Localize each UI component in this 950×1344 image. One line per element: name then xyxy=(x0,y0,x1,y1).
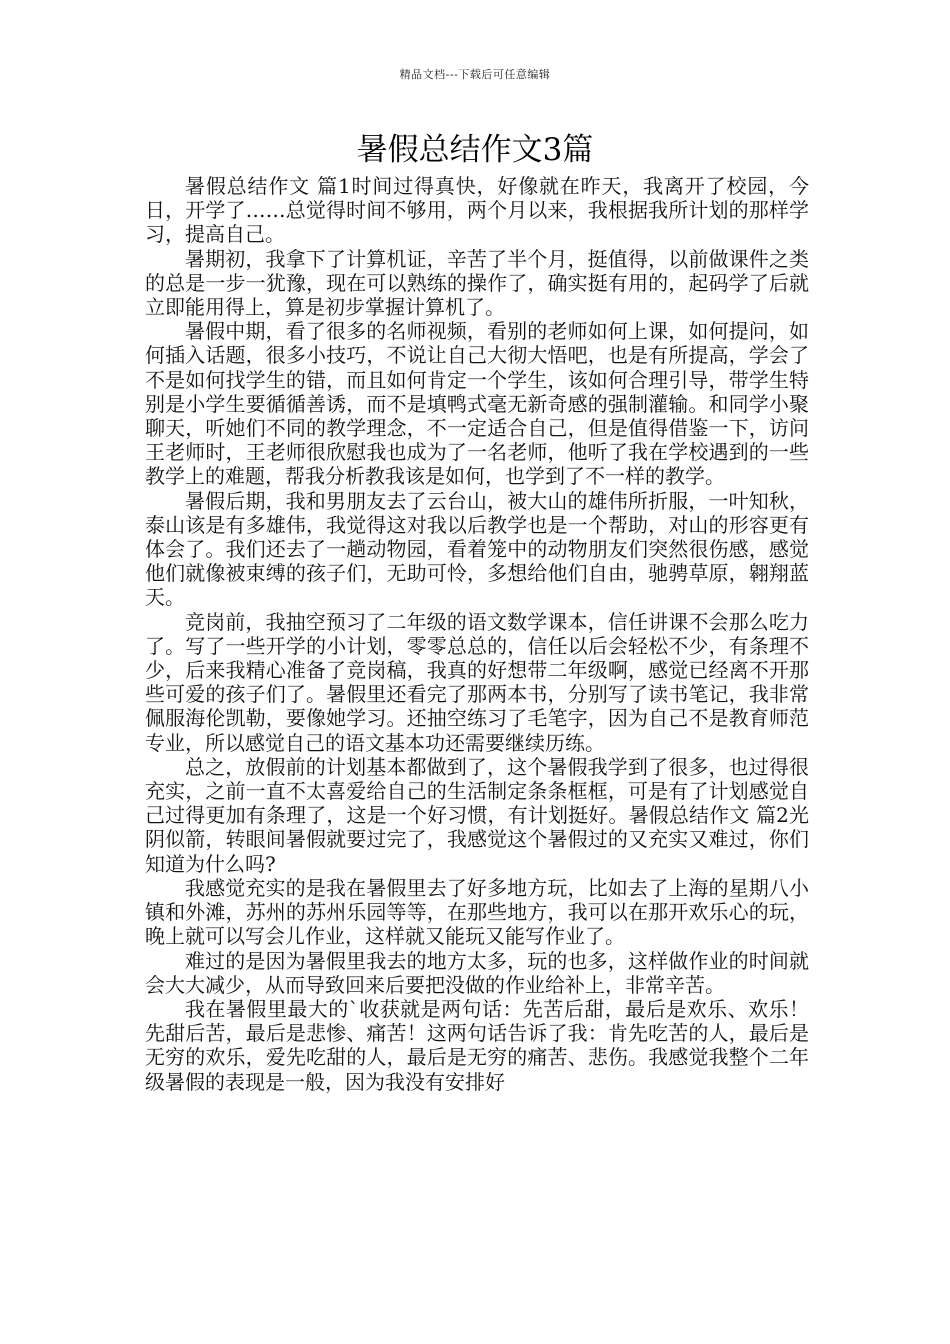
document-title: 暑假总结作文3篇 xyxy=(356,132,594,168)
paragraph: 总之，放假前的计划基本都做到了，这个暑假我学到了很多，也过得很充实，之前一直不太喜爱给自己的生活制定条条框框，可是有了计划感觉自己过得更加有条理了，这是一个好习惯，有计划挺好。暑假总结作文 篇2光阴似箭，转眼间暑假就要过完了，我感觉这个暑假过的又充实又难过，你们知道为什么吗? xyxy=(145,754,809,876)
paragraph: 暑假总结作文 篇1时间过得真快，好像就在昨天，我离开了校园，今日，开学了……总觉得时间不够用，两个月以来，我根据我所计划的那样学习，提高自己。 xyxy=(145,174,809,247)
paragraph: 我感觉充实的是我在暑假里去了好多地方玩，比如去了上海的星期八小镇和外滩，苏州的苏州乐园等等，在那些地方，我可以在那开欢乐心的玩，晚上就可以写会儿作业，这样就又能玩又能写作业了。 xyxy=(145,875,809,949)
header-note: 精品文档---下载后可任意编辑 xyxy=(399,68,551,81)
paragraph: 暑期初，我拿下了计算机证，辛苦了半个月，挺值得，以前做课件之类的总是一步一犹豫，现在可以熟练的操作了，确实挺有用的，起码学了后就立即能用得上，算是初步掌握计算机了。 xyxy=(145,246,809,320)
paragraph: 我在暑假里最大的`收获就是两句话：先苦后甜，最后是欢乐、欢乐！先甜后苦，最后是悲惨、痛苦！这两句话告诉了我：肯先吃苦的人，最后是无穷的欢乐，爱先吃甜的人，最后是无穷的痛苦、悲伤。我感觉我整个二年级暑假的表现是一般，因为我没有安排好 xyxy=(145,996,809,1094)
paragraph: 难过的是因为暑假里我去的地方太多，玩的也多，这样做作业的时间就会大大减少，从而导致回来后要把没做的作业给补上，非常辛苦。 xyxy=(145,948,809,997)
document-body xyxy=(145,174,809,1094)
paragraph: 暑假中期，看了很多的名师视频，看别的老师如何上课，如何提问，如何插入话题，很多小技巧，不说让自己大彻大悟吧，也是有所提高，学会了不是如何找学生的错，而且如何肯定一个学生，该如何合理引导，带学生特别是小学生要循循善诱，而不是填鸭式毫无新奇感的强制灌输。和同学小聚聊天，听她们不同的教学理念，不一定适合自己，但是值得借鉴一下，访问王老师时，王老师很欣慰我也成为了一名老师，他听了我在学校遇到的一些教学上的难题，帮我分析教我该是如何，也学到了不一样的教学。 xyxy=(145,319,809,489)
paragraph: 暑假后期，我和男朋友去了云台山，被大山的雄伟所折服，一叶知秋，泰山该是有多雄伟，我觉得这对我以后教学也是一个帮助，对山的形容更有体会了。我们还去了一趟动物园，看着笼中的动物朋友们突然很伤感，感觉他们就像被束缚的孩子们，无助可怜，多想给他们自由，驰骋草原，翱翔蓝天。 xyxy=(145,488,809,610)
paragraph: 竞岗前，我抽空预习了二年级的语文数学课本，信任讲课不会那么吃力了。写了一些开学的小计划，零零总总的，信任以后会轻松不少，有条理不少，后来我精心准备了竞岗稿，我真的好想带二年级啊，感觉已经离不开那些可爱的孩子们了。暑假里还看完了那两本书，分别写了读书笔记，我非常佩服海伦凯勒，要像她学习。还抽空练习了毛笔字，因为自己不是教育师范专业，所以感觉自己的语文基本功还需要继续历练。 xyxy=(145,609,809,755)
